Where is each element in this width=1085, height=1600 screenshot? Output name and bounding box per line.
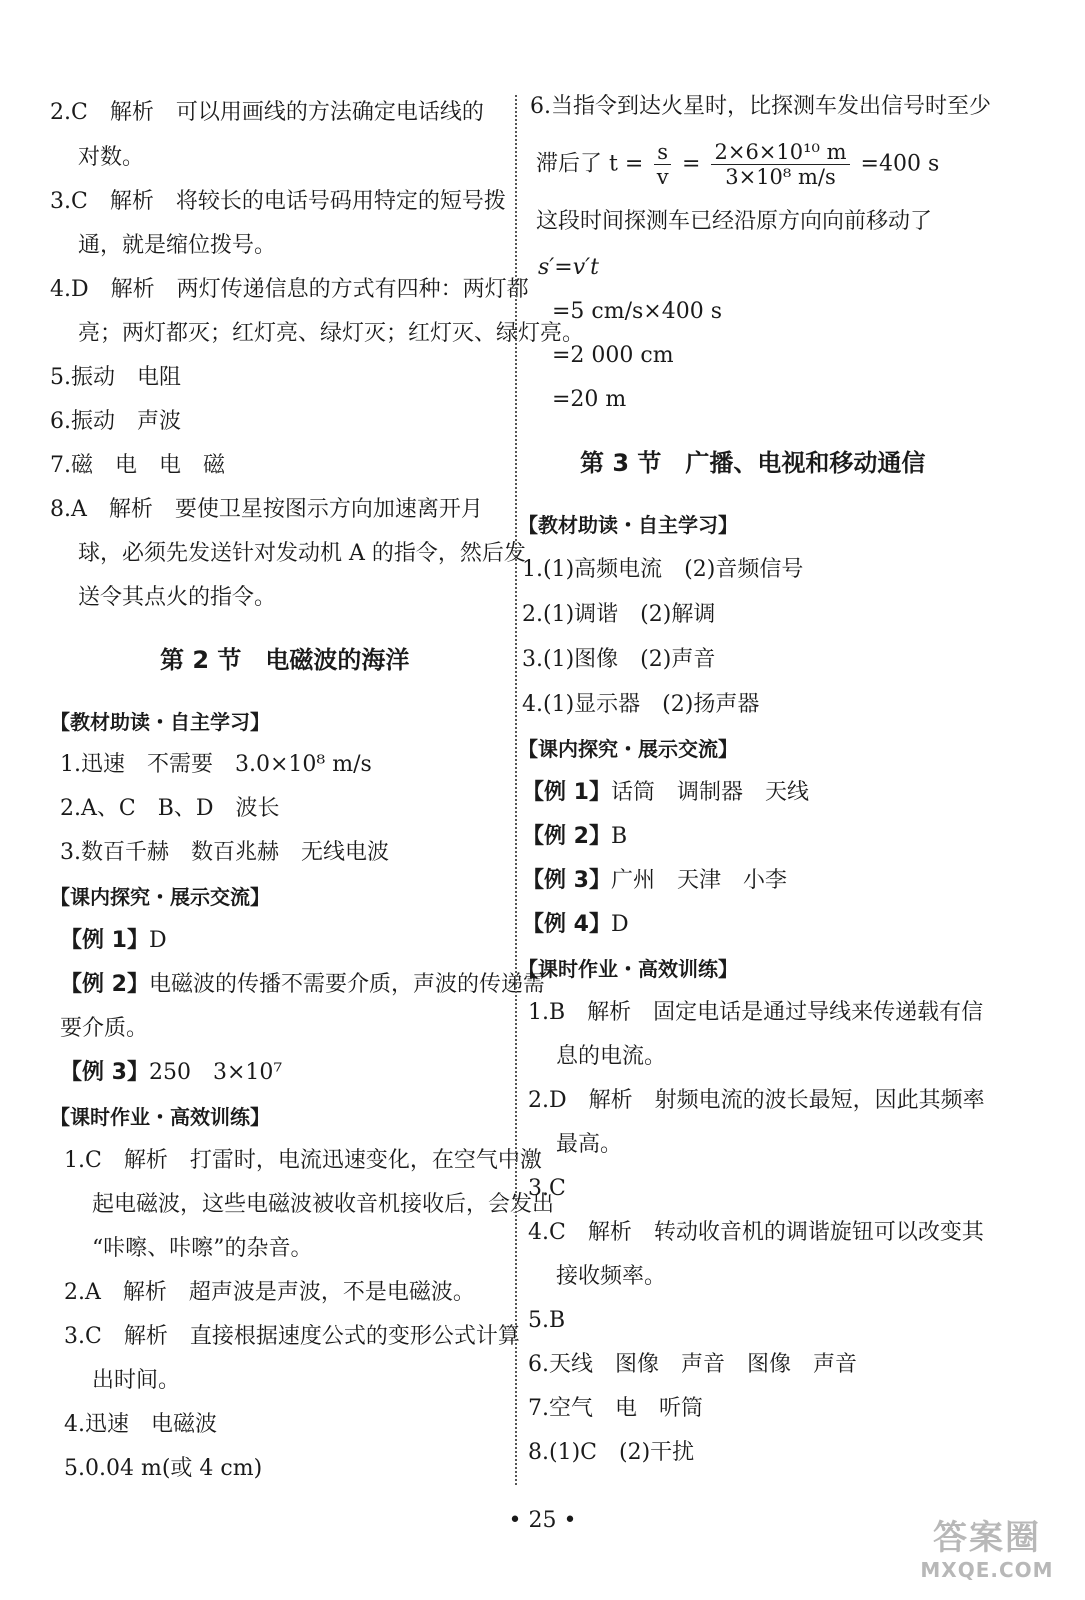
answer-line: 1.C 解析 打雷时，电流迅速变化，在空气中激: [64, 1148, 542, 1173]
section-heading: 【课时作业・高效训练】: [50, 1105, 270, 1129]
fraction-denominator: 3×10⁸ m/s: [725, 165, 836, 189]
answer-line: 通，就是缩位拨号。: [78, 233, 277, 258]
answer-line: 最高。: [556, 1132, 623, 1157]
answer-line: 3.C 解析 直接根据速度公式的变形公式计算: [64, 1324, 520, 1349]
example-line: [522, 866, 787, 896]
answer-line: 2.C 解析 可以用画线的方法确定电话线的: [50, 100, 484, 125]
example-line: [60, 970, 545, 1000]
formula-prefix: 滞后了 t =: [536, 151, 644, 177]
example-tag: 【例 2】: [522, 824, 611, 849]
answer-line: 7.磁 电 电 磁: [50, 453, 225, 478]
section-heading: 【课内探究・展示交流】: [50, 885, 270, 909]
example-answer: 250 3×10⁷: [148, 1060, 283, 1085]
example-tag: 【例 3】: [60, 1060, 149, 1085]
example-tag: 【例 2】: [60, 972, 149, 997]
equation-line: s′=v′t: [538, 255, 599, 280]
section-title: 第 3 节 广播、电视和移动通信: [580, 449, 926, 477]
example-tag: 【例 3】: [522, 868, 611, 893]
answer-line: 2.A、C B、D 波长: [60, 796, 280, 821]
answer-line: 1.迅速 不需要 3.0×10⁸ m/s: [60, 752, 372, 777]
answer-line: 8.(1)C (2)干扰: [528, 1440, 695, 1465]
example-tag: 【例 1】: [60, 928, 149, 953]
answer-line: 球，必须先发送针对发动机 A 的指令，然后发: [78, 541, 526, 566]
equation-line: =5 cm/s×400 s: [552, 299, 723, 324]
column-divider: [515, 95, 517, 1485]
watermark-logo: [907, 1518, 1067, 1588]
formula-result: =400 s: [860, 151, 940, 177]
answer-line: 要介质。: [60, 1016, 149, 1041]
example-answer: 话筒 调制器 天线: [610, 780, 809, 805]
answer-line: 这段时间探测车已经沿原方向向前移动了: [536, 209, 933, 234]
example-line: [522, 910, 629, 940]
section-heading: 【课时作业・高效训练】: [518, 957, 738, 981]
answer-line: 息的电流。: [556, 1044, 667, 1069]
section-title: 第 2 节 电磁波的海洋: [160, 646, 410, 674]
example-answer: D: [148, 928, 167, 953]
section-heading: 【教材助读・自主学习】: [50, 710, 270, 734]
example-answer: D: [610, 912, 629, 937]
answer-line: 1.B 解析 固定电话是通过导线来传递载有信: [528, 1000, 984, 1025]
answer-line: 出时间。: [92, 1368, 181, 1393]
page-number: • 25 •: [508, 1508, 577, 1533]
fraction-numerator: 2×6×10¹⁰ m: [711, 140, 849, 165]
example-line: [522, 822, 627, 852]
formula-line: [536, 140, 939, 189]
example-line: [60, 1058, 282, 1088]
answer-line: 4.C 解析 转动收音机的调谐旋钮可以改变其: [528, 1220, 984, 1245]
answer-line: 6.振动 声波: [50, 409, 181, 434]
section-heading: 【课内探究・展示交流】: [518, 737, 738, 761]
answer-line: 3.(1)图像 (2)声音: [522, 647, 716, 672]
example-answer: 广州 天津 小李: [610, 868, 787, 893]
answer-line: 8.A 解析 要使卫星按图示方向加速离开月: [50, 497, 483, 522]
answer-line: 亮；两灯都灭；红灯亮、绿灯灭；红灯灭、绿灯亮。: [78, 321, 585, 346]
answer-line: “咔嚓、咔嚓”的杂音。: [92, 1236, 313, 1261]
answer-line: 6.当指令到达火星时，比探测车发出信号时至少: [530, 94, 991, 119]
fraction: [711, 140, 849, 189]
example-line: [522, 778, 809, 808]
fraction-denominator: v: [656, 165, 669, 189]
fraction-numerator: s: [654, 140, 671, 165]
answer-line: 7.空气 电 听筒: [528, 1396, 703, 1421]
answer-line: 2.D 解析 射频电流的波长最短，因此其频率: [528, 1088, 985, 1113]
example-answer: B: [610, 824, 628, 849]
answer-line: 5.B: [528, 1308, 566, 1333]
watermark-text: 答案圈: [933, 1518, 1041, 1558]
answer-line: 4.(1)显示器 (2)扬声器: [522, 692, 760, 717]
answer-line: 送令其点火的指令。: [78, 585, 277, 610]
equals-sign: =: [682, 151, 701, 177]
example-line: [60, 926, 167, 956]
answer-line: 接收频率。: [556, 1264, 667, 1289]
fraction: [654, 140, 671, 189]
answer-line: 1.(1)高频电流 (2)音频信号: [522, 557, 804, 582]
answer-line: 5.0.04 m(或 4 cm): [64, 1456, 263, 1481]
equation-line: =20 m: [552, 387, 627, 412]
answer-line: 2.(1)调谐 (2)解调: [522, 602, 716, 627]
answer-line: 6.天线 图像 声音 图像 声音: [528, 1352, 857, 1377]
answer-line: 4.D 解析 两灯传递信息的方式有四种：两灯都: [50, 277, 529, 302]
answer-line: 4.迅速 电磁波: [64, 1412, 217, 1437]
answer-line: 3.C 解析 将较长的电话号码用特定的短号拨: [50, 189, 506, 214]
watermark-url: MXQE.COM: [920, 1558, 1054, 1582]
answer-line: 3.数百千赫 数百兆赫 无线电波: [60, 840, 389, 865]
example-tag: 【例 1】: [522, 780, 611, 805]
example-tag: 【例 4】: [522, 912, 611, 937]
answer-line: 5.振动 电阻: [50, 365, 181, 390]
equation-line: =2 000 cm: [552, 343, 674, 368]
section-heading: 【教材助读・自主学习】: [518, 513, 738, 537]
example-answer: 电磁波的传播不需要介质，声波的传递需: [148, 972, 545, 997]
answer-line: 3.C: [528, 1176, 566, 1201]
answer-line: 起电磁波，这些电磁波被收音机接收后，会发出: [92, 1192, 555, 1217]
answer-line: 对数。: [78, 145, 145, 170]
answer-line: 2.A 解析 超声波是声波，不是电磁波。: [64, 1280, 475, 1305]
